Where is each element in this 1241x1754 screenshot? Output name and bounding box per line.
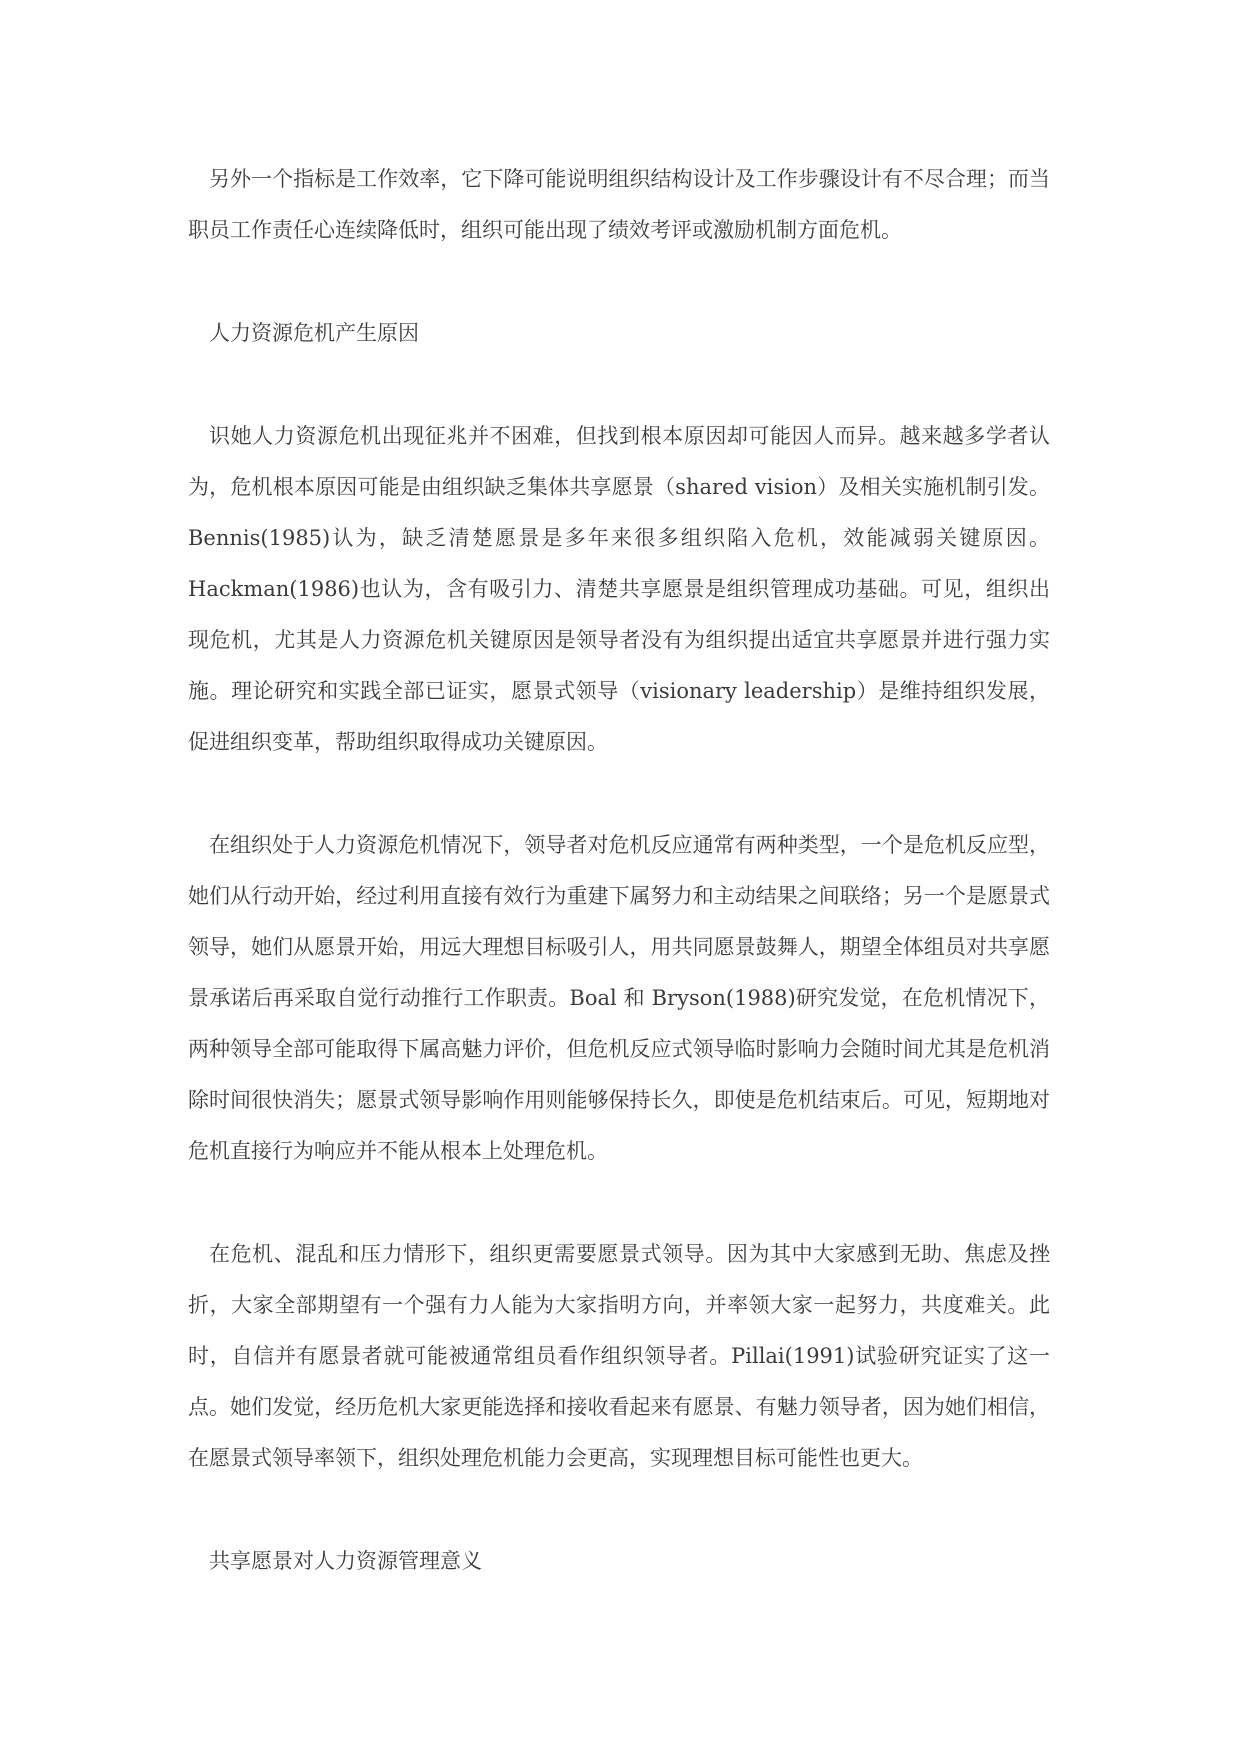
paragraph-visionary-leadership-need: 在危机、混乱和压力情形下，组织更需要愿景式领导。因为其中大家感到无助、焦虑及挫折，大家全部期望有一个强有力人能为大家指明方向，并率领大家一起努力，共度难关。此时，自信并有愿景者就可能被通常组员看作组织领导者。Pillai(1991)试验研究证实了这一点。她们发觉，经历危机大家更能选择和接收看起来有愿景、有魅力领导者，因为她们相信，在愿景式领导率领下，组织处理危机能力会更高，实现理想目标可能性也更大。 — [188, 1242, 1050, 1470]
section-heading-crisis-causes: 人力资源危机产生原因 — [209, 321, 419, 345]
paragraph-shared-vision-causes: 识她人力资源危机出现征兆并不困难，但找到根本原因却可能因人而异。越来越多学者认为，危机根本原因可能是由组织缺乏集体共享愿景（shared vision）及相关实施机制引发。Bennis(1985)认为，缺乏清楚愿景是多年来很多组织陷入危机，效能减弱关键原因。Hackman(1986)也认为，含有吸引力、清楚共享愿景是组织管理成功基础。可见，组织出现危机，尤其是人力资源危机关键原因是领导者没有为组织提出适宜共享愿景并进行强力实施。理论研究和实践全部已证实，愿景式领导（visionary leadership）是维持组织发展，促进组织变革，帮助组织取得成功关键原因。 — [188, 424, 1050, 754]
paragraph-work-efficiency: 另外一个指标是工作效率，它下降可能说明组织结构设计及工作步骤设计有不尽合理；而当职员工作责任心连续降低时，组织可能出现了绩效考评或激励机制方面危机。 — [188, 167, 1050, 242]
section-heading-shared-vision-meaning: 共享愿景对人力资源管理意义 — [209, 1549, 482, 1573]
document-body — [188, 154, 1050, 1639]
paragraph-leader-response-types: 在组织处于人力资源危机情况下，领导者对危机反应通常有两种类型，一个是危机反应型，她们从行动开始，经过利用直接有效行为重建下属努力和主动结果之间联络；另一个是愿景式领导，她们从愿景开始，用远大理想目标吸引人，用共同愿景鼓舞人，期望全体组员对共享愿景承诺后再采取自觉行动推行工作职责。Boal 和 Bryson(1988)研究发觉，在危机情况下，两种领导全部可能取得下属高魅力评价，但危机反应式领导临时影响力会随时间尤其是危机消除时间很快消失；愿景式领导影响作用则能够保持长久，即使是危机结束后。可见，短期地对危机直接行为响应并不能从根本上处理危机。 — [188, 833, 1050, 1163]
